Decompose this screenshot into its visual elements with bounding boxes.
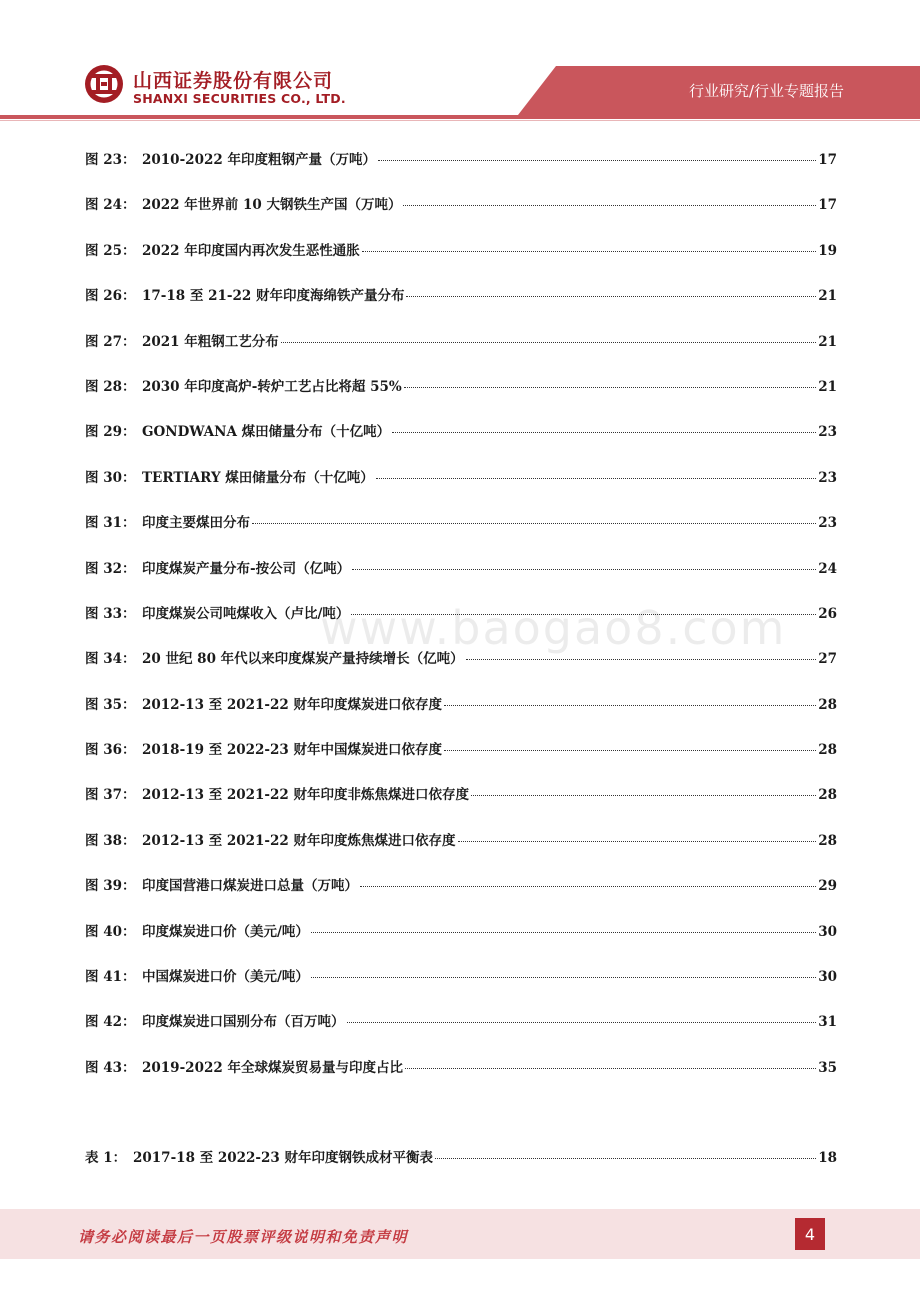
toc-dot-leader [405, 1067, 816, 1069]
toc-entry-page: 28 [818, 787, 837, 804]
toc-entry-page: 24 [818, 560, 837, 577]
toc-entry-title: 2012-13 至 2021-22 财年印度煤炭进口依存度 [142, 696, 443, 713]
toc-entry[interactable] [85, 330, 837, 375]
toc-dot-leader [362, 250, 816, 252]
toc-dot-leader [403, 204, 816, 206]
disclaimer-text: 请务必阅读最后一页股票评级说明和免责声明 [78, 1228, 409, 1246]
toc-entry-title: 2012-13 至 2021-22 财年印度炼焦煤进口依存度 [142, 832, 456, 849]
toc-dot-leader [347, 1021, 817, 1023]
header-divider-thin [0, 120, 920, 121]
toc-entry[interactable] [85, 874, 837, 919]
toc-entry-page: 31 [818, 1014, 837, 1031]
toc-entry[interactable] [85, 920, 837, 965]
shanxi-securities-logo-icon [84, 64, 124, 104]
toc-entry-title: 2012-13 至 2021-22 财年印度非炼焦煤进口依存度 [142, 787, 470, 804]
toc-entry-title: 2018-19 至 2022-23 财年中国煤炭进口依存度 [142, 742, 443, 759]
toc-entry[interactable] [85, 284, 837, 329]
toc-entry-title: 2022 年世界前 10 大钢铁生产国（万吨） [142, 197, 402, 214]
company-name-cn: 山西证券股份有限公司 [133, 70, 334, 92]
toc-entry-page: 21 [818, 288, 837, 305]
toc-entry-page: 28 [818, 696, 837, 713]
toc-entry-label: 图 28： [85, 378, 136, 395]
toc-dot-leader [466, 658, 817, 660]
toc-entry-label: 图 38： [85, 832, 136, 849]
toc-entry-label: 图 23： [85, 152, 136, 168]
toc-entry[interactable] [85, 511, 837, 556]
toc-entry-label: 图 31： [85, 515, 136, 532]
toc-entry-label: 图 34： [85, 651, 136, 668]
toc-entry-title: 20 世纪 80 年代以来印度煤炭产量持续增长（亿吨） [142, 651, 464, 668]
toc-entry-page: 17 [818, 197, 837, 214]
company-name-en: SHANXI SECURITIES CO., LTD. [133, 91, 346, 106]
toc-entry-title: 2021 年粗钢工艺分布 [142, 333, 279, 350]
toc-dot-leader [392, 431, 816, 433]
toc-entry[interactable] [85, 1010, 837, 1055]
toc-dot-leader [404, 386, 817, 388]
report-type-label: 行业研究/行业专题报告 [688, 82, 844, 100]
table-list [85, 1146, 837, 1191]
toc-dot-leader [471, 794, 816, 796]
toc-entry[interactable] [85, 738, 837, 783]
toc-entry-page: 29 [818, 878, 837, 895]
toc-dot-leader [444, 749, 816, 751]
toc-entry-page: 23 [818, 515, 837, 532]
toc-entry-label: 图 41： [85, 969, 136, 986]
toc-entry-label: 图 25： [85, 242, 136, 259]
watermark: www.baogao8.com [320, 601, 787, 655]
toc-entry-label: 图 39： [85, 878, 136, 895]
toc-entry-page: 17 [818, 152, 837, 168]
toc-entry-title: 2030 年印度高炉-转炉工艺占比将超 55% [142, 378, 402, 395]
toc-entry-page: 23 [818, 424, 837, 441]
page-number: 4 [795, 1218, 825, 1250]
toc-dot-leader [378, 159, 816, 161]
toc-dot-leader [376, 477, 816, 479]
toc-entry[interactable] [85, 148, 837, 193]
toc-entry-title: 印度煤炭进口国别分布（百万吨） [142, 1014, 345, 1031]
toc-entry-title: 2017-18 至 2022-23 财年印度钢铁成材平衡表 [133, 1150, 434, 1166]
toc-entry[interactable] [85, 239, 837, 284]
toc-entry-page: 35 [818, 1059, 837, 1076]
toc-entry-label: 图 42： [85, 1014, 136, 1031]
toc-entry-title: 中国煤炭进口价（美元/吨） [142, 969, 309, 986]
header-divider [0, 115, 920, 119]
toc-entry[interactable] [85, 693, 837, 738]
toc-entry-title: 印度煤炭进口价（美元/吨） [142, 923, 309, 940]
toc-entry-title: 17-18 至 21-22 财年印度海绵铁产量分布 [142, 288, 405, 305]
toc-entry-label: 图 37： [85, 787, 136, 804]
toc-entry[interactable] [85, 193, 837, 238]
page-header [0, 0, 920, 125]
toc-entry-label: 表 1： [85, 1150, 127, 1166]
toc-dot-leader [444, 704, 816, 706]
toc-entry-label: 图 29： [85, 424, 136, 441]
toc-entry-title: 2019-2022 年全球煤炭贸易量与印度占比 [142, 1059, 403, 1076]
toc-dot-leader [311, 976, 816, 978]
toc-dot-leader [352, 568, 816, 570]
toc-entry-page: 28 [818, 832, 837, 849]
toc-entry[interactable] [85, 783, 837, 828]
toc-entry-page: 28 [818, 742, 837, 759]
toc-entry-label: 图 33： [85, 605, 136, 622]
toc-entry-label: 图 36： [85, 742, 136, 759]
toc-entry-label: 图 30： [85, 469, 136, 486]
toc-entry-label: 图 26： [85, 288, 136, 305]
toc-entry-title: TERTIARY 煤田储量分布（十亿吨） [142, 469, 374, 486]
toc-entry-page: 19 [818, 242, 837, 259]
toc-entry[interactable] [85, 375, 837, 420]
toc-entry-page: 26 [818, 605, 837, 622]
toc-dot-leader [435, 1157, 816, 1159]
toc-entry-title: 印度煤炭公司吨煤收入（卢比/吨） [142, 605, 350, 622]
toc-entry[interactable] [85, 1056, 837, 1101]
toc-dot-leader [281, 341, 816, 343]
toc-entry-label: 图 35： [85, 696, 136, 713]
toc-entry-page: 30 [818, 969, 837, 986]
toc-entry-title: GONDWANA 煤田储量分布（十亿吨） [142, 424, 391, 441]
toc-dot-leader [311, 931, 816, 933]
toc-entry-page: 21 [818, 333, 837, 350]
toc-entry[interactable] [85, 466, 837, 511]
toc-entry-page: 21 [818, 378, 837, 395]
toc-entry[interactable] [85, 1146, 837, 1191]
toc-entry-page: 30 [818, 923, 837, 940]
toc-entry-page: 27 [818, 651, 837, 668]
toc-entry-label: 图 40： [85, 923, 136, 940]
toc-entry-label: 图 43： [85, 1059, 136, 1076]
toc-entry[interactable] [85, 557, 837, 602]
toc-entry-label: 图 24： [85, 197, 136, 214]
toc-entry[interactable] [85, 965, 837, 1010]
toc-entry-label: 图 32： [85, 560, 136, 577]
toc-entry-title: 印度主要煤田分布 [142, 515, 250, 532]
toc-dot-leader [360, 885, 816, 887]
toc-entry[interactable] [85, 420, 837, 465]
toc-entry-title: 印度国营港口煤炭进口总量（万吨） [142, 878, 358, 895]
toc-dot-leader [252, 522, 816, 524]
toc-dot-leader [458, 840, 817, 842]
toc-entry[interactable] [85, 829, 837, 874]
toc-entry-label: 图 27： [85, 333, 136, 350]
toc-dot-leader [406, 295, 816, 297]
toc-entry-title: 印度煤炭产量分布-按公司（亿吨） [142, 560, 351, 577]
toc-entry-page: 23 [818, 469, 837, 486]
toc-entry-page: 18 [818, 1150, 837, 1166]
toc-entry-title: 2022 年印度国内再次发生恶性通胀 [142, 242, 360, 259]
toc-entry-title: 2010-2022 年印度粗钢产量（万吨） [142, 152, 376, 168]
